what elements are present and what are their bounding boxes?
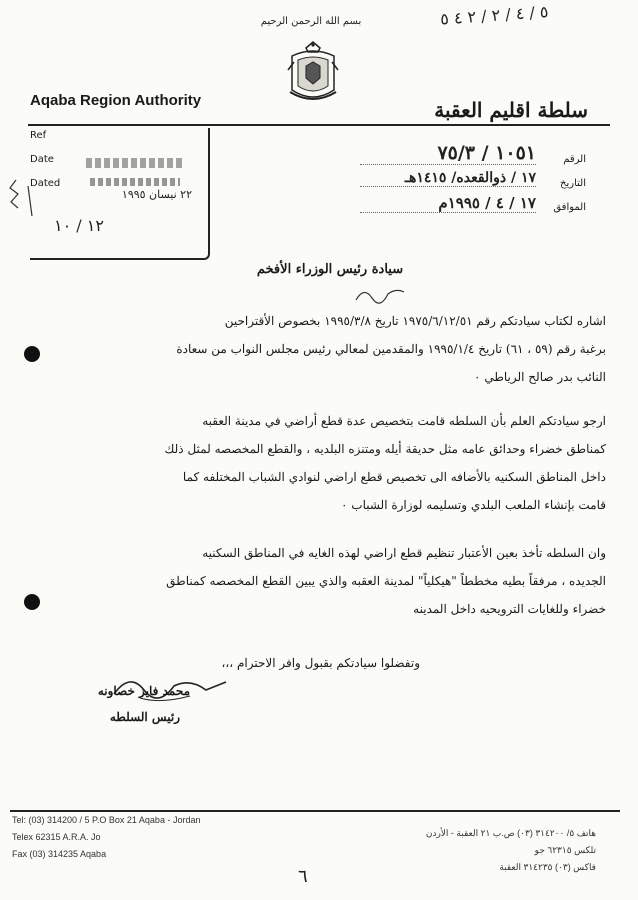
footer-fax-ar: فاكس (٠٣) ٣١٤٢٣٥ العقبة [499,862,596,872]
closing-line: وتفضلوا سيادتكم بقبول وافر الاحترام ،،، [221,656,420,670]
signatory-name: محمد فايز خصاونه [97,684,190,698]
punch-hole [24,594,40,610]
stamp-dated-label: Dated [30,178,61,189]
stamp-date-label: Date [30,154,54,165]
paragraph-1-line: اشاره لكتاب سيادتكم رقم ١٩٧٥/٦/١٢/٥١ تاريخ ١٩٩٥/٣/٨ بخصوص الأقتراحين [224,314,606,328]
paragraph-3 [60,546,606,630]
addressee: سيادة رئيس الوزراء الأفخم [256,262,404,277]
paragraph-2-line: داخل المناطق السكنيه بالأضافه الى تخصيص قطع اراضي لنوادي الشباب المختلفه كما [182,470,606,484]
royal-crest-emblem [284,40,342,106]
stamp-number-value: ١٢ / ١٠ [54,216,104,235]
stamp-date-value: ٢٢ نيسان ١٩٩٥ [121,188,192,201]
ref-date-value: ١٧ / ذوالقعده/ ١٤١٥هـ [360,170,536,187]
ref-number-label: الرقم [563,154,586,165]
ref-date-label: التاريخ [560,178,586,189]
paragraph-2-line: قامت بإنشاء الملعب البلدي وتسليمه لوزارة الشباب ٠ [341,498,606,512]
ref-corresponding-label: الموافق [553,202,586,213]
footer-tel-ar: هاتف ٥/ ٣١٤٢٠٠ (٠٣) ص.ب ٢١ العقبة - الأردن [425,828,596,838]
stamp-ref-label: Ref [30,130,47,141]
paragraph-1 [60,314,606,398]
ref-number-value: ١٠٥١ / ٧٥/٣ [360,142,536,165]
footer-fax-en: Fax (03) 314235 Aqaba [12,849,107,859]
footer-telex-ar: تلكس ٦٢٣١٥ جو [534,845,596,855]
basmala: بسم الله الرحمن الرحيم [260,16,362,27]
paragraph-1-line: برغبة رقم (٥٩ ، ٦١) تاريخ ١٩٩٥/١/٤ والمقدمين لمعالي رئيس مجلس النواب من سعادة [176,342,606,356]
bottom-page-mark: ٦ [298,866,308,887]
received-stamp [30,128,210,260]
punch-hole [24,346,40,362]
handwritten-arrow-mark [6,176,36,230]
paragraph-2-line: ارجو سيادتكم العلم بأن السلطه قامت بتخصيص عدة قطع أراضي في مدينة العقبه [202,414,606,428]
paragraph-3-line: الجديده ، مرفقاً بطيه مخططاً "هيكلياً" لمدينة العقبه والذي يبين القطع المخصصه كمناطق [166,574,606,588]
footer-divider [10,810,620,812]
paragraph-3-line: وان السلطه تأخذ بعين الأعتبار تنظيم قطع اراضي لهذه الغايه في المناطق السكنيه [202,546,606,560]
stamp-scribble [86,158,182,168]
paragraph-2 [60,414,606,526]
footer-tel-en: Tel: (03) 314200 / 5 P.O Box 21 Aqaba - Jordan [12,815,201,825]
handwritten-date: ٥ / ٤ / ٢ / ٢ ٤ ٥ [439,2,550,29]
ref-corresponding-value: ١٧ / ٤ / ١٩٩٥م [360,194,536,213]
paragraph-3-line: خضراء وللغايات الترويحيه داخل المدينه [413,602,606,616]
authority-name-ar: سلطة اقليم العقبة [434,98,588,122]
header-divider [28,124,610,126]
signatory-title: رئيس السلطه [109,710,180,724]
initials-scribble [354,284,406,310]
authority-name-en: Aqaba Region Authority [30,92,202,109]
paragraph-1-line: النائب بدر صالح الرياطي ٠ [474,370,606,384]
paragraph-2-line: كمناطق خضراء وحدائق عامه مثل حديقة أيله ومتنزه البلديه ، والقطع المخصصه لمثل ذلك [164,442,606,456]
footer-telex-en: Telex 62315 A.R.A. Jo [12,832,101,842]
stamp-hatch [90,178,180,186]
